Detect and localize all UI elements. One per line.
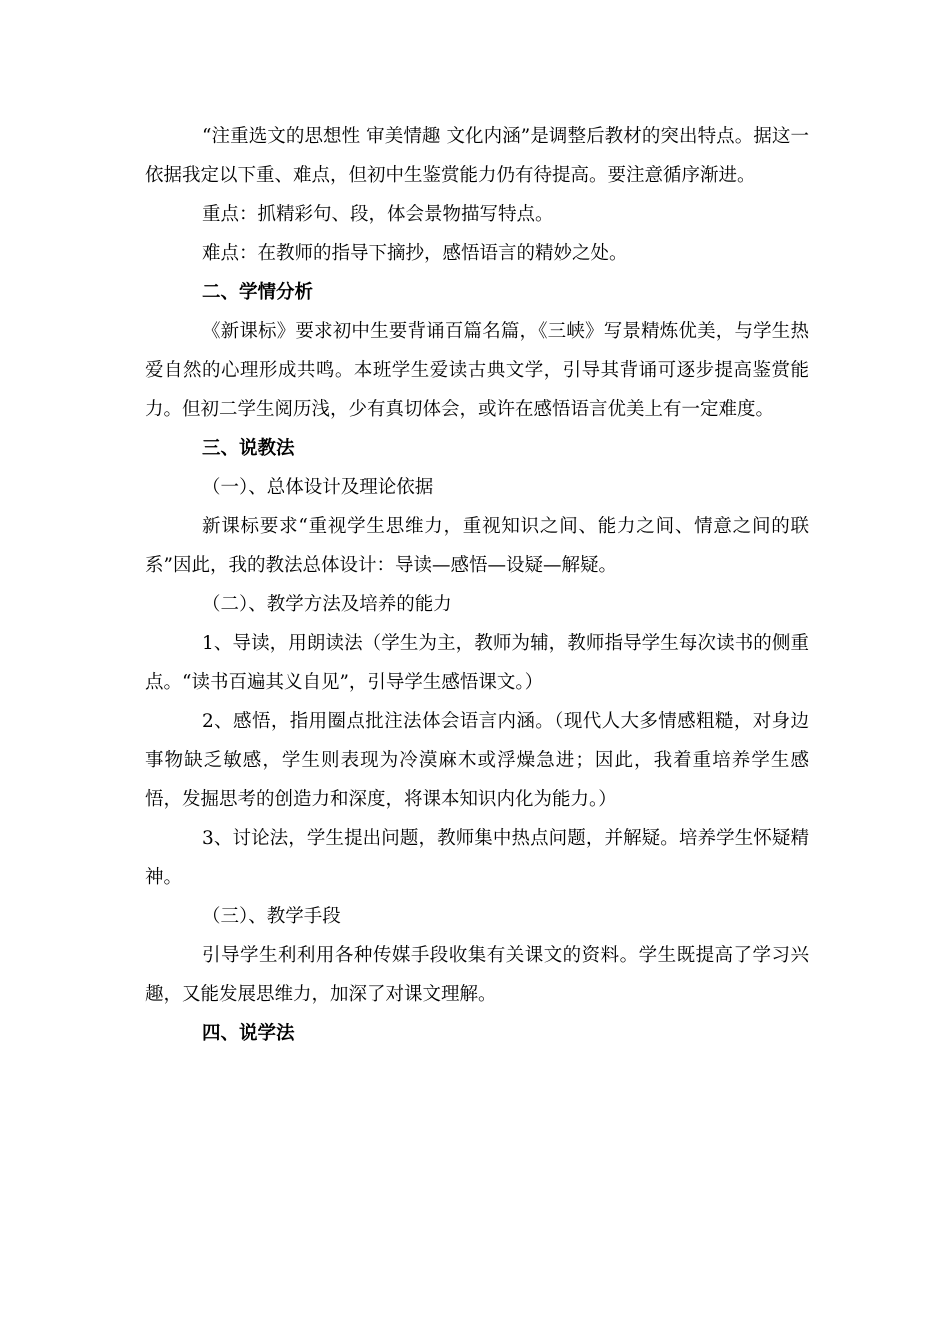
paragraph-method-guided-reading: 1、导读，用朗读法（学生为主，教师为辅，教师指导学生每次读书的侧重点。“读书百遍其义自见”，引导学生感悟课文。） <box>145 633 809 693</box>
paragraph-method-perception: 2、感悟，指用圈点批注法体会语言内涵。（现代人大多情感粗糙，对身边事物缺乏敏感，学生则表现为冷漠麻木或浮燥急进；因此，我着重培养学生感悟，发掘思考的创造力和深度，将课本知识内化为能力。） <box>145 711 809 810</box>
paragraph-method-discussion: 3、讨论法，学生提出问题，教师集中热点问题，并解疑。培养学生怀疑精神。 <box>145 828 809 888</box>
paragraph-teaching-means: 引导学生利利用各种传媒手段收集有关课文的资料。学生既提高了学习兴趣，又能发展思维力，加深了对课文理解。 <box>145 945 809 1005</box>
heading-learning-methods: 四、说学法 <box>202 1023 295 1044</box>
paragraph-key-points: 重点：抓精彩句、段，体会景物描写特点。 <box>202 204 554 225</box>
document-body <box>145 117 809 1053</box>
paragraph-textbook-features: “注重选文的思想性 审美情趣 文化内涵”是调整后教材的突出特点。据这一依据我定以下重、难点，但初中生鉴赏能力仍有待提高。要注意循序渐进。 <box>145 126 809 186</box>
subheading-overall-design: （一）、总体设计及理论依据 <box>202 477 434 498</box>
subheading-teaching-means: （三）、教学手段 <box>202 906 341 927</box>
paragraph-student-analysis: 《新课标》要求初中生要背诵百篇名篇，《三峡》写景精炼优美，与学生热爱自然的心理形成共鸣。本班学生爱读古典文学，引导其背诵可逐步提高鉴赏能力。但初二学生阅历浅，少有真切体会，或许在感悟语言优美上有一定难度。 <box>145 321 809 420</box>
heading-student-analysis: 二、学情分析 <box>202 282 314 303</box>
paragraph-overall-design: 新课标要求“重视学生思维力，重视知识之间、能力之间、情意之间的联系”因此，我的教法总体设计：导读—感悟—设疑—解疑。 <box>145 516 809 576</box>
subheading-methods-abilities: （二）、教学方法及培养的能力 <box>202 594 452 615</box>
paragraph-difficult-points: 难点：在教师的指导下摘抄，感悟语言的精妙之处。 <box>202 243 628 264</box>
heading-teaching-methods: 三、说教法 <box>202 438 295 459</box>
